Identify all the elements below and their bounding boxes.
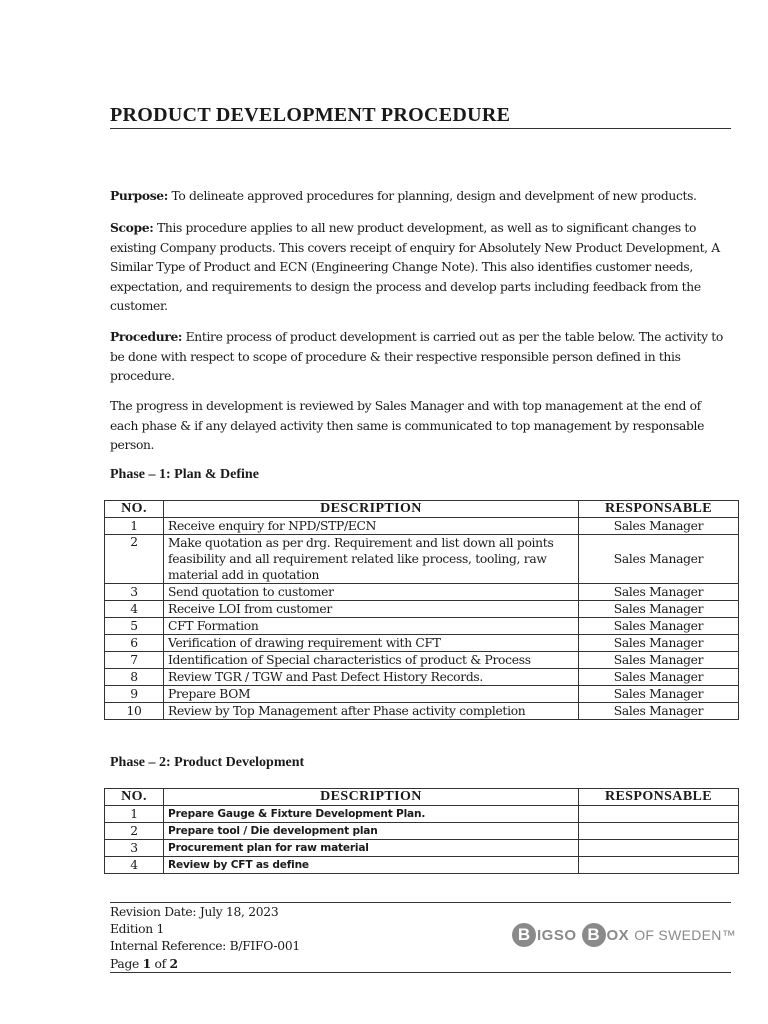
row-description: Verification of drawing requirement with CFT [164,635,579,652]
table-row [105,618,739,635]
row-responsible [579,857,739,874]
col-description-header: DESCRIPTION [164,789,579,806]
page-total: 2 [169,956,178,971]
company-logo [512,923,736,947]
col-description-header: DESCRIPTION [164,501,579,518]
table-row [105,840,739,857]
purpose-text: To delineate approved procedures for planning, design and develpment of new products. [167,189,697,203]
row-description: CFT Formation [164,618,579,635]
row-no: 8 [105,669,164,686]
row-description: Identification of Special characteristics of product & Process [164,652,579,669]
row-description: Prepare BOM [164,686,579,703]
row-responsible [579,823,739,840]
logo-b-badge-icon: B [582,923,606,947]
row-no: 3 [105,584,164,601]
row-description: Review by Top Management after Phase activity completion [164,703,579,720]
row-no: 10 [105,703,164,720]
row-responsible: Sales Manager [579,518,739,535]
logo-subtitle: OF SWEDEN™ [634,927,736,943]
row-no: 4 [105,601,164,618]
revision-date: Revision Date: July 18, 2023 [110,905,279,919]
page-number [110,955,300,973]
edition: Edition 1 [110,922,165,936]
table-row [105,601,739,618]
phase2-table [104,788,739,874]
phase1-table [104,500,739,720]
purpose-label: Purpose: [110,188,168,203]
table-row [105,535,739,584]
row-description: Prepare tool / Die development plan [164,823,579,840]
procedure-paragraph [110,327,731,387]
row-description: Procurement plan for raw material [164,840,579,857]
row-responsible: Sales Manager [579,635,739,652]
logo-word-1: IGSO [537,926,577,944]
table-header-row [105,501,739,518]
scope-text: This procedure applies to all new product development, as well as to significant changes to existing Company products. This covers receipt of enquiry for Absolutely New Product Development, A Similar Type of Product and ECN (Engineering Change Note). This also identifies customer needs, expectation, and requirements to design the process and develop parts including feedback from the customer. [110,221,720,313]
table-row [105,823,739,840]
table-row [105,669,739,686]
table-row [105,635,739,652]
row-responsible [579,840,739,857]
internal-reference: Internal Reference: B/FIFO-001 [110,939,300,953]
row-no: 3 [105,840,164,857]
col-no-header: NO. [105,501,164,518]
row-description: Prepare Gauge & Fixture Development Plan. [164,806,579,823]
purpose-paragraph [110,186,731,207]
row-description: Review TGR / TGW and Past Defect History Records. [164,669,579,686]
table-row [105,703,739,720]
procedure-label: Procedure: [110,329,183,344]
col-responsible-header: RESPONSABLE [579,789,739,806]
col-no-header: NO. [105,789,164,806]
row-responsible: Sales Manager [579,652,739,669]
logo-b-badge-icon: B [512,923,536,947]
row-responsible: Sales Manager [579,584,739,601]
table-row [105,806,739,823]
row-no: 7 [105,652,164,669]
row-description: Receive enquiry for NPD/STP/ECN [164,518,579,535]
scope-paragraph [110,218,731,317]
row-no: 2 [105,535,164,584]
table-row [105,584,739,601]
row-no: 2 [105,823,164,840]
scope-label: Scope: [110,220,154,235]
page-prefix: Page [110,957,143,971]
table-row [105,857,739,874]
row-responsible: Sales Manager [579,703,739,720]
footer-top-rule [110,902,731,903]
procedure-text: Entire process of product development is carried out as per the table below. The activity to be done with respect to scope of procedure & their respective responsible person defined in this procedure. [110,330,723,383]
row-responsible: Sales Manager [579,618,739,635]
table-row [105,652,739,669]
logo-word-2: OX [606,926,630,944]
progress-paragraph: The progress in development is reviewed by Sales Manager and with top management at the end of each phase & if any delayed activity then same is communicated to top management by responsable person. [110,399,705,452]
row-description: Make quotation as per drg. Requirement and list down all points feasibility and all requirement related like process, tooling, raw material add in quotation [164,535,579,584]
row-responsible: Sales Manager [579,601,739,618]
footer-info [110,904,300,973]
row-no: 1 [105,806,164,823]
row-no: 6 [105,635,164,652]
document-title: PRODUCT DEVELOPMENT PROCEDURE [110,104,731,129]
table-row [105,686,739,703]
page-middle: of [150,957,170,971]
row-responsible: Sales Manager [579,535,739,584]
row-no: 9 [105,686,164,703]
page-current: 1 [142,956,151,971]
row-responsible: Sales Manager [579,686,739,703]
row-description: Receive LOI from customer [164,601,579,618]
row-description: Send quotation to customer [164,584,579,601]
row-responsible: Sales Manager [579,669,739,686]
row-description: Review by CFT as define [164,857,579,874]
phase1-heading: Phase – 1: Plan & Define [110,467,259,482]
row-responsible [579,806,739,823]
table-row [105,518,739,535]
table-header-row [105,789,739,806]
footer-bottom-rule [110,972,731,973]
row-no: 5 [105,618,164,635]
row-no: 4 [105,857,164,874]
phase2-heading: Phase – 2: Product Development [110,755,305,770]
col-responsible-header: RESPONSABLE [579,501,739,518]
row-no: 1 [105,518,164,535]
